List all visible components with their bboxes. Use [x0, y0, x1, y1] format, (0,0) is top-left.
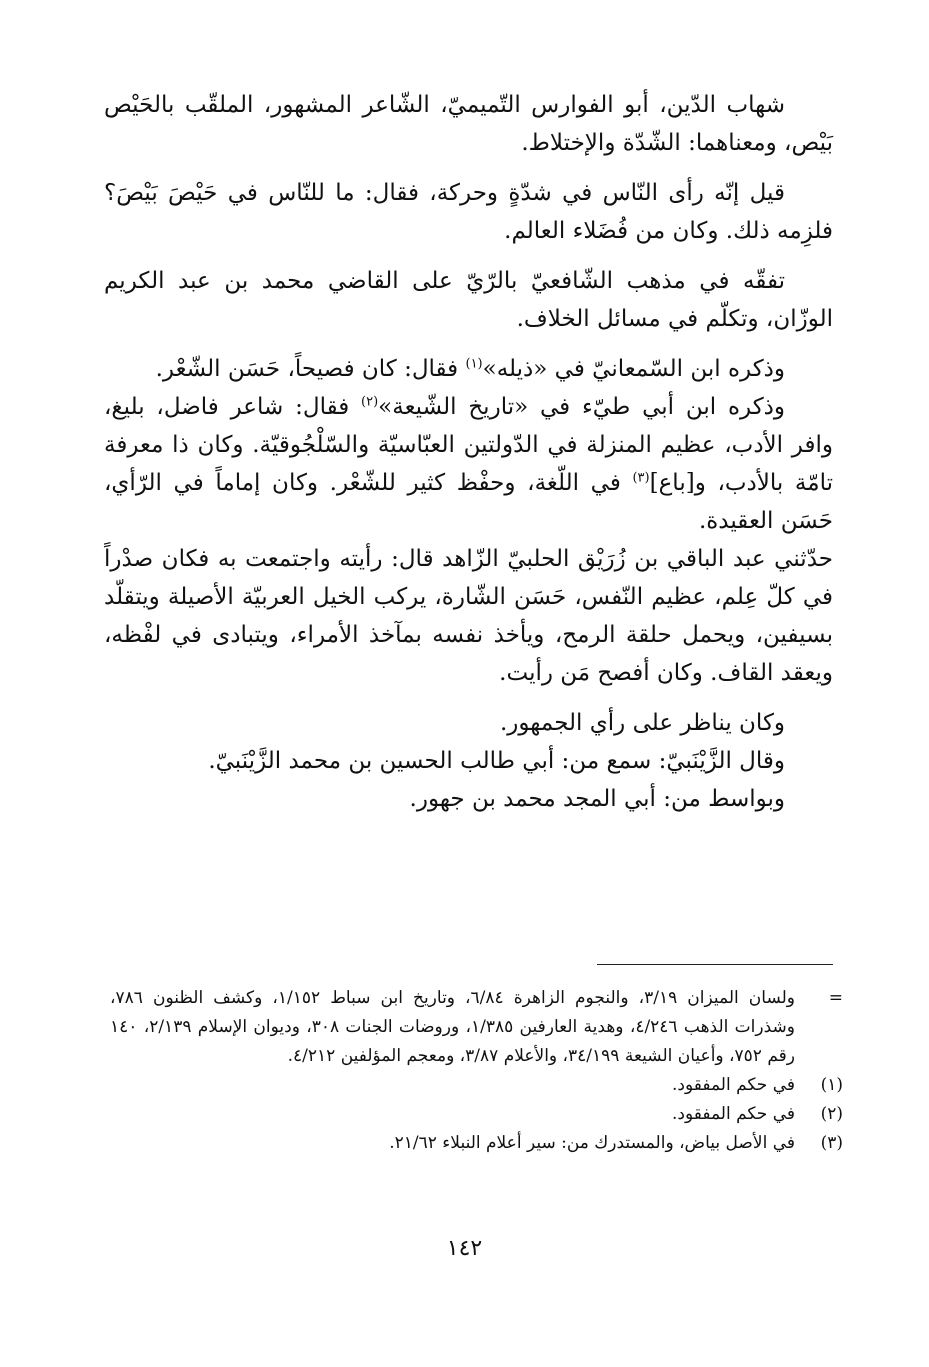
footnote-ref-2: (٢)	[361, 394, 379, 410]
main-text	[104, 86, 833, 818]
tayy-quote: فقال: شاعر فاضل، بليغ، وافر الأدب، عظيم المنزلة في الدّولتين العبّاسيّة والسّلْجُوقيّة. وكان ذا معرفة تامّة بالأدب، و[باع]	[104, 394, 833, 496]
footnote-text: ولسان الميزان ٣/١٩، والنجوم الزاهرة ٦/٨٤، وتاريخ ابن سباط ١/١٥٢، وكشف الظنون ٧٨٦، وشذرات الذهب ٤/٢٤٦، وهدية العارفين ١/٣٨٥، وروضات الجنات ٣٠٨، وديوان الإسلام ٢/١٣٩، ١٤٠ رقم ٧٥٢، وأعيان الشيعة ٣٤/١٩٩، والأعلام ٣/٨٧، ومعجم المؤلفين ٤/٢١٢.	[110, 988, 796, 1066]
paragraph-nickname-origin: قيل إنّه رأى النّاس في شدّةٍ وحركة، فقال: ما للنّاس في حَيْصَ بَيْصَ؟ فلزِمه ذلك. وكان من فُضَلاء العالم.	[104, 180, 833, 244]
tayy-quote-end: في اللّغة، وحفْظ كثير للشّعْر. وكان إماماً في الرّأي، حَسَن العقيدة.	[104, 470, 833, 534]
footnote-ref-3: (٣)	[632, 470, 650, 486]
footnote-text: في الأصل بياض، والمستدرك من: سير أعلام النبلاء ٢١/٦٢.	[389, 1133, 795, 1153]
samani-text: وذكره ابن السّمعانيّ في «ذيله»	[482, 356, 785, 382]
footnote-divider	[597, 964, 833, 965]
paragraph-wasit: وبواسط من: أبي المجد محمد بن جهور.	[409, 786, 785, 812]
footnote-ref-1: (١)	[465, 356, 483, 372]
footnote-text: في حكم المفقود.	[671, 1075, 795, 1095]
footnotes	[110, 984, 843, 1158]
paragraph-ibn-abi-tayy	[104, 388, 833, 540]
paragraph-lineage: شهاب الدّين، أبو الفوارس التّميميّ، الشّاعر المشهور، الملقّب بالحَيْص بَيْص، ومعناهما: الشّدّة والإختلاط.	[104, 92, 833, 156]
footnote-3	[110, 1129, 843, 1158]
footnote-continuation	[110, 984, 843, 1071]
paragraph-zaynabi: وقال الزَّيْنَبيّ: سمع من: أبي طالب الحسين بن محمد الزَّيْنَبيّ.	[208, 748, 785, 774]
footnote-text: في حكم المفقود.	[671, 1104, 795, 1124]
samani-quote: فقال: كان فصيحاً، حَسَن الشّعْر.	[155, 356, 466, 382]
footnote-marker: (٢)	[820, 1104, 843, 1124]
footnote-marker: =	[828, 988, 843, 1008]
paragraph-zurayq: حدّثني عبد الباقي بن زُرَيْق الحلبيّ الزّاهد قال: رأيته واجتمعت به فكان صدْراً في كلّ عِلم، عظيم النّفس، حَسَن الشّارة، يركب الخيل العربيّة الأصيلة ويتقلّد بسيفين، ويحمل حلقة الرمح، ويأخذ نفسه بمآخذ الأمراء، ويتبادى في لفْظه، ويعقد القاف. وكان أفصح مَن رأيت.	[104, 546, 833, 686]
footnote-2	[110, 1100, 843, 1129]
paragraph-fiqh: تفقّه في مذهب الشّافعيّ بالرّيّ على القاضي محمد بن عبد الكريم الوزّان، وتكلّم في مسائل الخلاف.	[104, 268, 833, 332]
tayy-text: وذكره ابن أبي طيّء في «تاريخ الشّيعة»	[378, 394, 785, 420]
page-number: ١٤٢	[446, 1236, 483, 1261]
footnote-1	[110, 1071, 843, 1100]
footnote-marker: (١)	[820, 1075, 843, 1095]
paragraph-jumhur: وكان يناظر على رأي الجمهور.	[500, 710, 785, 736]
footnote-marker: (٣)	[820, 1133, 843, 1153]
paragraph-samani	[104, 350, 833, 388]
